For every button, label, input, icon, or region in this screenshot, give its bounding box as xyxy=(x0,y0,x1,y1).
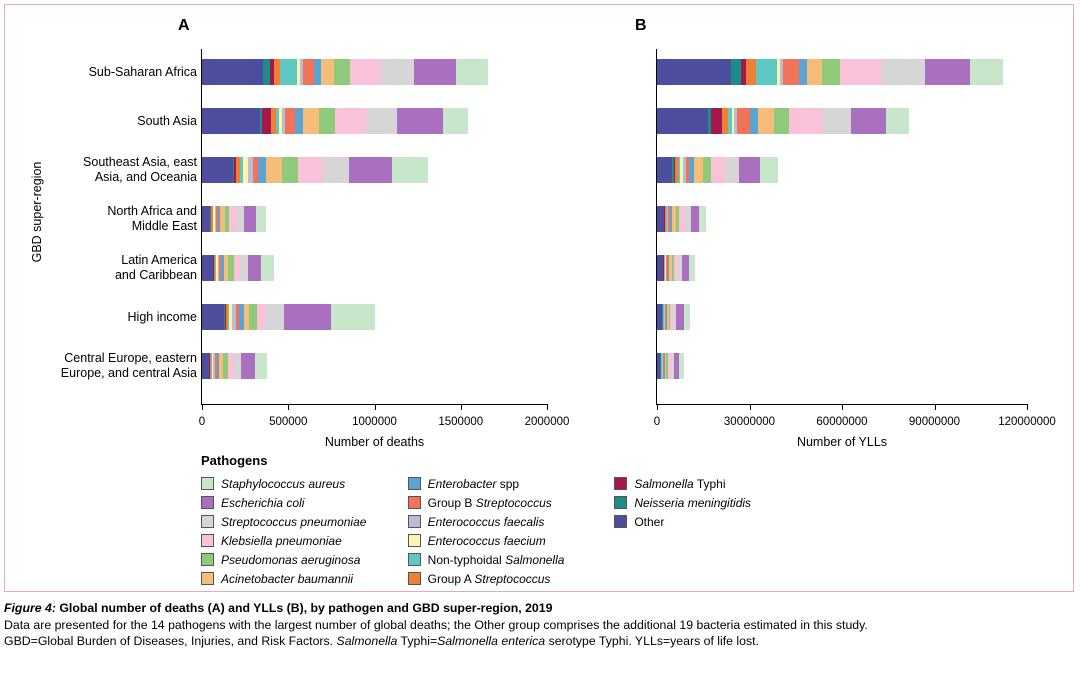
legend-label: Enterococcus faecalis xyxy=(427,514,545,529)
legend-label: Group A Streptococcus xyxy=(427,571,551,586)
bar-segment xyxy=(255,353,267,379)
bar-segment xyxy=(737,108,750,134)
bar-segment xyxy=(295,108,303,134)
y-axis-title: GBD super-region xyxy=(30,161,44,263)
bar-segment xyxy=(840,59,882,85)
category-label: North Africa and Middle East xyxy=(107,204,197,233)
bar-segment xyxy=(739,157,761,183)
legend-swatch xyxy=(614,496,627,509)
legend-label: Pseudomonas aeruginosa xyxy=(221,552,361,567)
bar-segment xyxy=(756,59,777,85)
x-axis-tick xyxy=(657,404,658,410)
bar-segment xyxy=(349,157,392,183)
bar-segment xyxy=(694,157,703,183)
bar-segment xyxy=(319,108,335,134)
bar-segment xyxy=(241,353,255,379)
x-axis-tick-label: 1500000 xyxy=(438,416,484,428)
bar-segment xyxy=(285,108,294,134)
bar-segment xyxy=(725,157,739,183)
bar-segment xyxy=(679,353,683,379)
legend-item xyxy=(201,474,408,493)
figure-caption xyxy=(4,600,1068,650)
legend-item xyxy=(201,512,408,531)
bar-segment xyxy=(774,108,789,134)
bar-segment xyxy=(261,255,274,281)
bar-segment xyxy=(689,255,695,281)
legend-swatch xyxy=(408,515,421,528)
bar-segment xyxy=(925,59,970,85)
bar-segment xyxy=(244,206,256,232)
legend-item xyxy=(614,474,821,493)
figure-frame xyxy=(4,4,1074,592)
bar-segment xyxy=(760,157,778,183)
chart-panel-b xyxy=(653,49,1056,449)
bar-segment xyxy=(822,59,840,85)
legend-item xyxy=(614,493,821,512)
bar-row xyxy=(202,206,266,232)
legend-swatch xyxy=(408,534,421,547)
panel-a-label: A xyxy=(178,17,190,34)
bar-segment xyxy=(262,108,271,134)
legend xyxy=(201,453,821,588)
x-axis-tick xyxy=(750,404,751,410)
legend-item xyxy=(408,493,615,512)
x-axis-tick xyxy=(842,404,843,410)
legend-label: Klebsiella pneumoniae xyxy=(221,533,342,548)
category-label: Sub-Saharan Africa xyxy=(88,64,197,79)
bar-segment xyxy=(284,304,331,330)
bar-row xyxy=(202,59,488,85)
x-axis-tick xyxy=(1027,404,1028,410)
bar-segment xyxy=(807,59,822,85)
bar-segment xyxy=(248,255,261,281)
category-label: Southeast Asia, east Asia, and Oceania xyxy=(83,155,197,184)
bar-segment xyxy=(350,59,381,85)
bar-row xyxy=(657,206,706,232)
legend-label: Other xyxy=(634,514,665,529)
legend-swatch xyxy=(201,534,214,547)
bar-segment xyxy=(229,206,236,232)
bar-segment xyxy=(684,304,690,330)
caption-l3-a: GBD=Global Burden of Diseases, Injuries, and Risk Factors. xyxy=(4,634,337,648)
x-axis-tick-label: 30000000 xyxy=(723,416,776,428)
bar-segment xyxy=(886,108,909,134)
bar-segment xyxy=(851,108,886,134)
bar-segment xyxy=(323,157,349,183)
bar-segment xyxy=(699,206,706,232)
caption-line-3 xyxy=(4,633,1068,650)
bar-segment xyxy=(258,157,266,183)
caption-number: Figure 4: xyxy=(4,601,56,615)
x-axis-tick-label: 0 xyxy=(198,416,206,428)
bar-segment xyxy=(274,59,281,85)
caption-line-2: Data are presented for the 14 pathogens with the largest number of global deaths; the Other group comprises the additional 19 bacteria estimated in this study. xyxy=(4,617,868,632)
x-axis-tick xyxy=(461,404,462,410)
panel-b-label: B xyxy=(635,17,647,34)
bar-segment xyxy=(202,353,209,379)
legend-swatch xyxy=(201,515,214,528)
legend-label: Streptococcus pneumoniae xyxy=(221,514,367,529)
bar-segment xyxy=(266,304,284,330)
bar-row xyxy=(657,59,1003,85)
bar-row xyxy=(657,255,695,281)
bar-segment xyxy=(703,157,712,183)
bar-segment xyxy=(202,157,233,183)
x-axis-tick-label: 0 xyxy=(653,416,661,428)
x-axis-title-a: Number of deaths xyxy=(324,435,425,449)
caption-l3-b: Typhi= xyxy=(397,634,438,648)
bar-segment xyxy=(750,108,758,134)
x-axis-tick xyxy=(288,404,289,410)
legend-swatch xyxy=(201,496,214,509)
chart-panel-a xyxy=(198,49,570,449)
legend-title: Pathogens xyxy=(201,453,268,468)
bar-row xyxy=(202,108,468,134)
x-axis-tick-label: 90000000 xyxy=(908,416,961,428)
bar-segment xyxy=(711,157,725,183)
legend-column xyxy=(614,474,821,588)
x-axis-tick xyxy=(375,404,376,410)
x-axis-tick xyxy=(547,404,548,410)
bar-row xyxy=(657,108,909,134)
caption-l3-i1: Salmonella xyxy=(336,634,398,648)
x-axis-tick-label: 2000000 xyxy=(524,416,570,428)
caption-title: Global number of deaths (A) and YLLs (B), by pathogen and GBD super-region, 2019 xyxy=(59,601,553,615)
x-axis-tick xyxy=(202,404,203,410)
category-label: High income xyxy=(127,309,197,324)
legend-swatch xyxy=(201,553,214,566)
bar-row xyxy=(202,255,274,281)
bar-segment xyxy=(392,157,427,183)
legend-item xyxy=(408,569,615,588)
bar-segment xyxy=(298,157,323,183)
legend-item xyxy=(408,531,615,550)
bar-segment xyxy=(240,255,248,281)
bar-segment xyxy=(202,206,210,232)
legend-swatch xyxy=(614,477,627,490)
bar-segment xyxy=(256,206,266,232)
bar-segment xyxy=(799,59,807,85)
bar-segment xyxy=(202,304,224,330)
bar-row xyxy=(657,304,690,330)
legend-swatch xyxy=(408,477,421,490)
legend-label: Enterococcus faecium xyxy=(427,533,546,548)
caption-l3-c: serotype Typhi. YLLs=years of life lost. xyxy=(545,634,759,648)
bar-segment xyxy=(414,59,456,85)
bar-segment xyxy=(257,304,266,330)
legend-columns xyxy=(201,474,821,588)
bar-segment xyxy=(321,59,334,85)
bar-segment xyxy=(381,59,414,85)
legend-item xyxy=(201,531,408,550)
bar-segment xyxy=(331,304,375,330)
bar-segment xyxy=(822,108,851,134)
legend-label: Salmonella Typhi xyxy=(634,476,726,491)
legend-swatch xyxy=(201,572,214,585)
bar-segment xyxy=(303,108,319,134)
x-axis-tick-label: 60000000 xyxy=(816,416,868,428)
bar-row xyxy=(202,157,428,183)
category-label: Central Europe, eastern Europe, and central Asia xyxy=(60,351,197,380)
legend-column xyxy=(408,474,615,588)
legend-label: Non-typhoidal Salmonella xyxy=(427,552,565,567)
bar-row xyxy=(657,157,778,183)
x-axis-tick xyxy=(935,404,936,410)
legend-label: Acinetobacter baumannii xyxy=(221,571,354,586)
bar-segment xyxy=(237,206,245,232)
bar-segment xyxy=(367,108,397,134)
bar-segment xyxy=(303,59,313,85)
bar-segment xyxy=(657,206,664,232)
legend-item xyxy=(408,474,615,493)
bar-segment xyxy=(758,108,774,134)
bar-segment xyxy=(676,304,683,330)
caption-l3-i2: Salmonella enterica xyxy=(437,634,546,648)
legend-item xyxy=(408,512,615,531)
legend-label: Group B Streptococcus xyxy=(427,495,552,510)
bar-segment xyxy=(202,255,213,281)
bar-segment xyxy=(397,108,443,134)
bar-row xyxy=(202,304,375,330)
bar-segment xyxy=(657,157,672,183)
bar-segment xyxy=(882,59,925,85)
legend-swatch xyxy=(201,477,214,490)
legend-label: Neisseria meningitidis xyxy=(634,495,752,510)
bar-segment xyxy=(789,108,821,134)
bar-row xyxy=(202,353,267,379)
bar-segment xyxy=(691,206,699,232)
bar-segment xyxy=(783,59,799,85)
bar-segment xyxy=(234,353,241,379)
legend-item xyxy=(201,550,408,569)
category-label: Latin America and Caribbean xyxy=(114,253,197,282)
legend-label: Staphylococcus aureus xyxy=(221,476,346,491)
bar-segment xyxy=(731,59,741,85)
legend-label: Escherichia coli xyxy=(221,495,305,510)
x-axis-title-b: Number of YLLs xyxy=(796,435,888,449)
bar-segment xyxy=(280,59,296,85)
legend-item xyxy=(201,493,408,512)
legend-label: Enterobacter spp xyxy=(427,476,520,491)
bar-row xyxy=(657,353,684,379)
bar-segment xyxy=(746,59,756,85)
bar-segment xyxy=(443,108,468,134)
bar-segment xyxy=(334,59,350,85)
bar-segment xyxy=(314,59,321,85)
legend-swatch xyxy=(614,515,627,528)
bar-segment xyxy=(249,304,257,330)
x-axis-tick-label: 500000 xyxy=(269,416,308,428)
legend-swatch xyxy=(408,496,421,509)
legend-column xyxy=(201,474,408,588)
bar-segment xyxy=(657,108,708,134)
legend-swatch xyxy=(408,572,421,585)
bar-segment xyxy=(266,157,282,183)
bar-segment xyxy=(335,108,367,134)
bar-segment xyxy=(282,157,298,183)
bar-segment xyxy=(202,108,260,134)
legend-swatch xyxy=(408,553,421,566)
bar-segment xyxy=(202,59,263,85)
x-axis-tick-label: 120000000 xyxy=(998,416,1056,428)
bar-segment xyxy=(970,59,1004,85)
bar-segment xyxy=(711,108,722,134)
bar-segment xyxy=(456,59,488,85)
legend-item xyxy=(614,512,821,531)
legend-item xyxy=(201,569,408,588)
bar-segment xyxy=(657,59,731,85)
category-label: South Asia xyxy=(137,113,197,128)
x-axis-tick-label: 1000000 xyxy=(352,416,397,428)
legend-item xyxy=(408,550,615,569)
